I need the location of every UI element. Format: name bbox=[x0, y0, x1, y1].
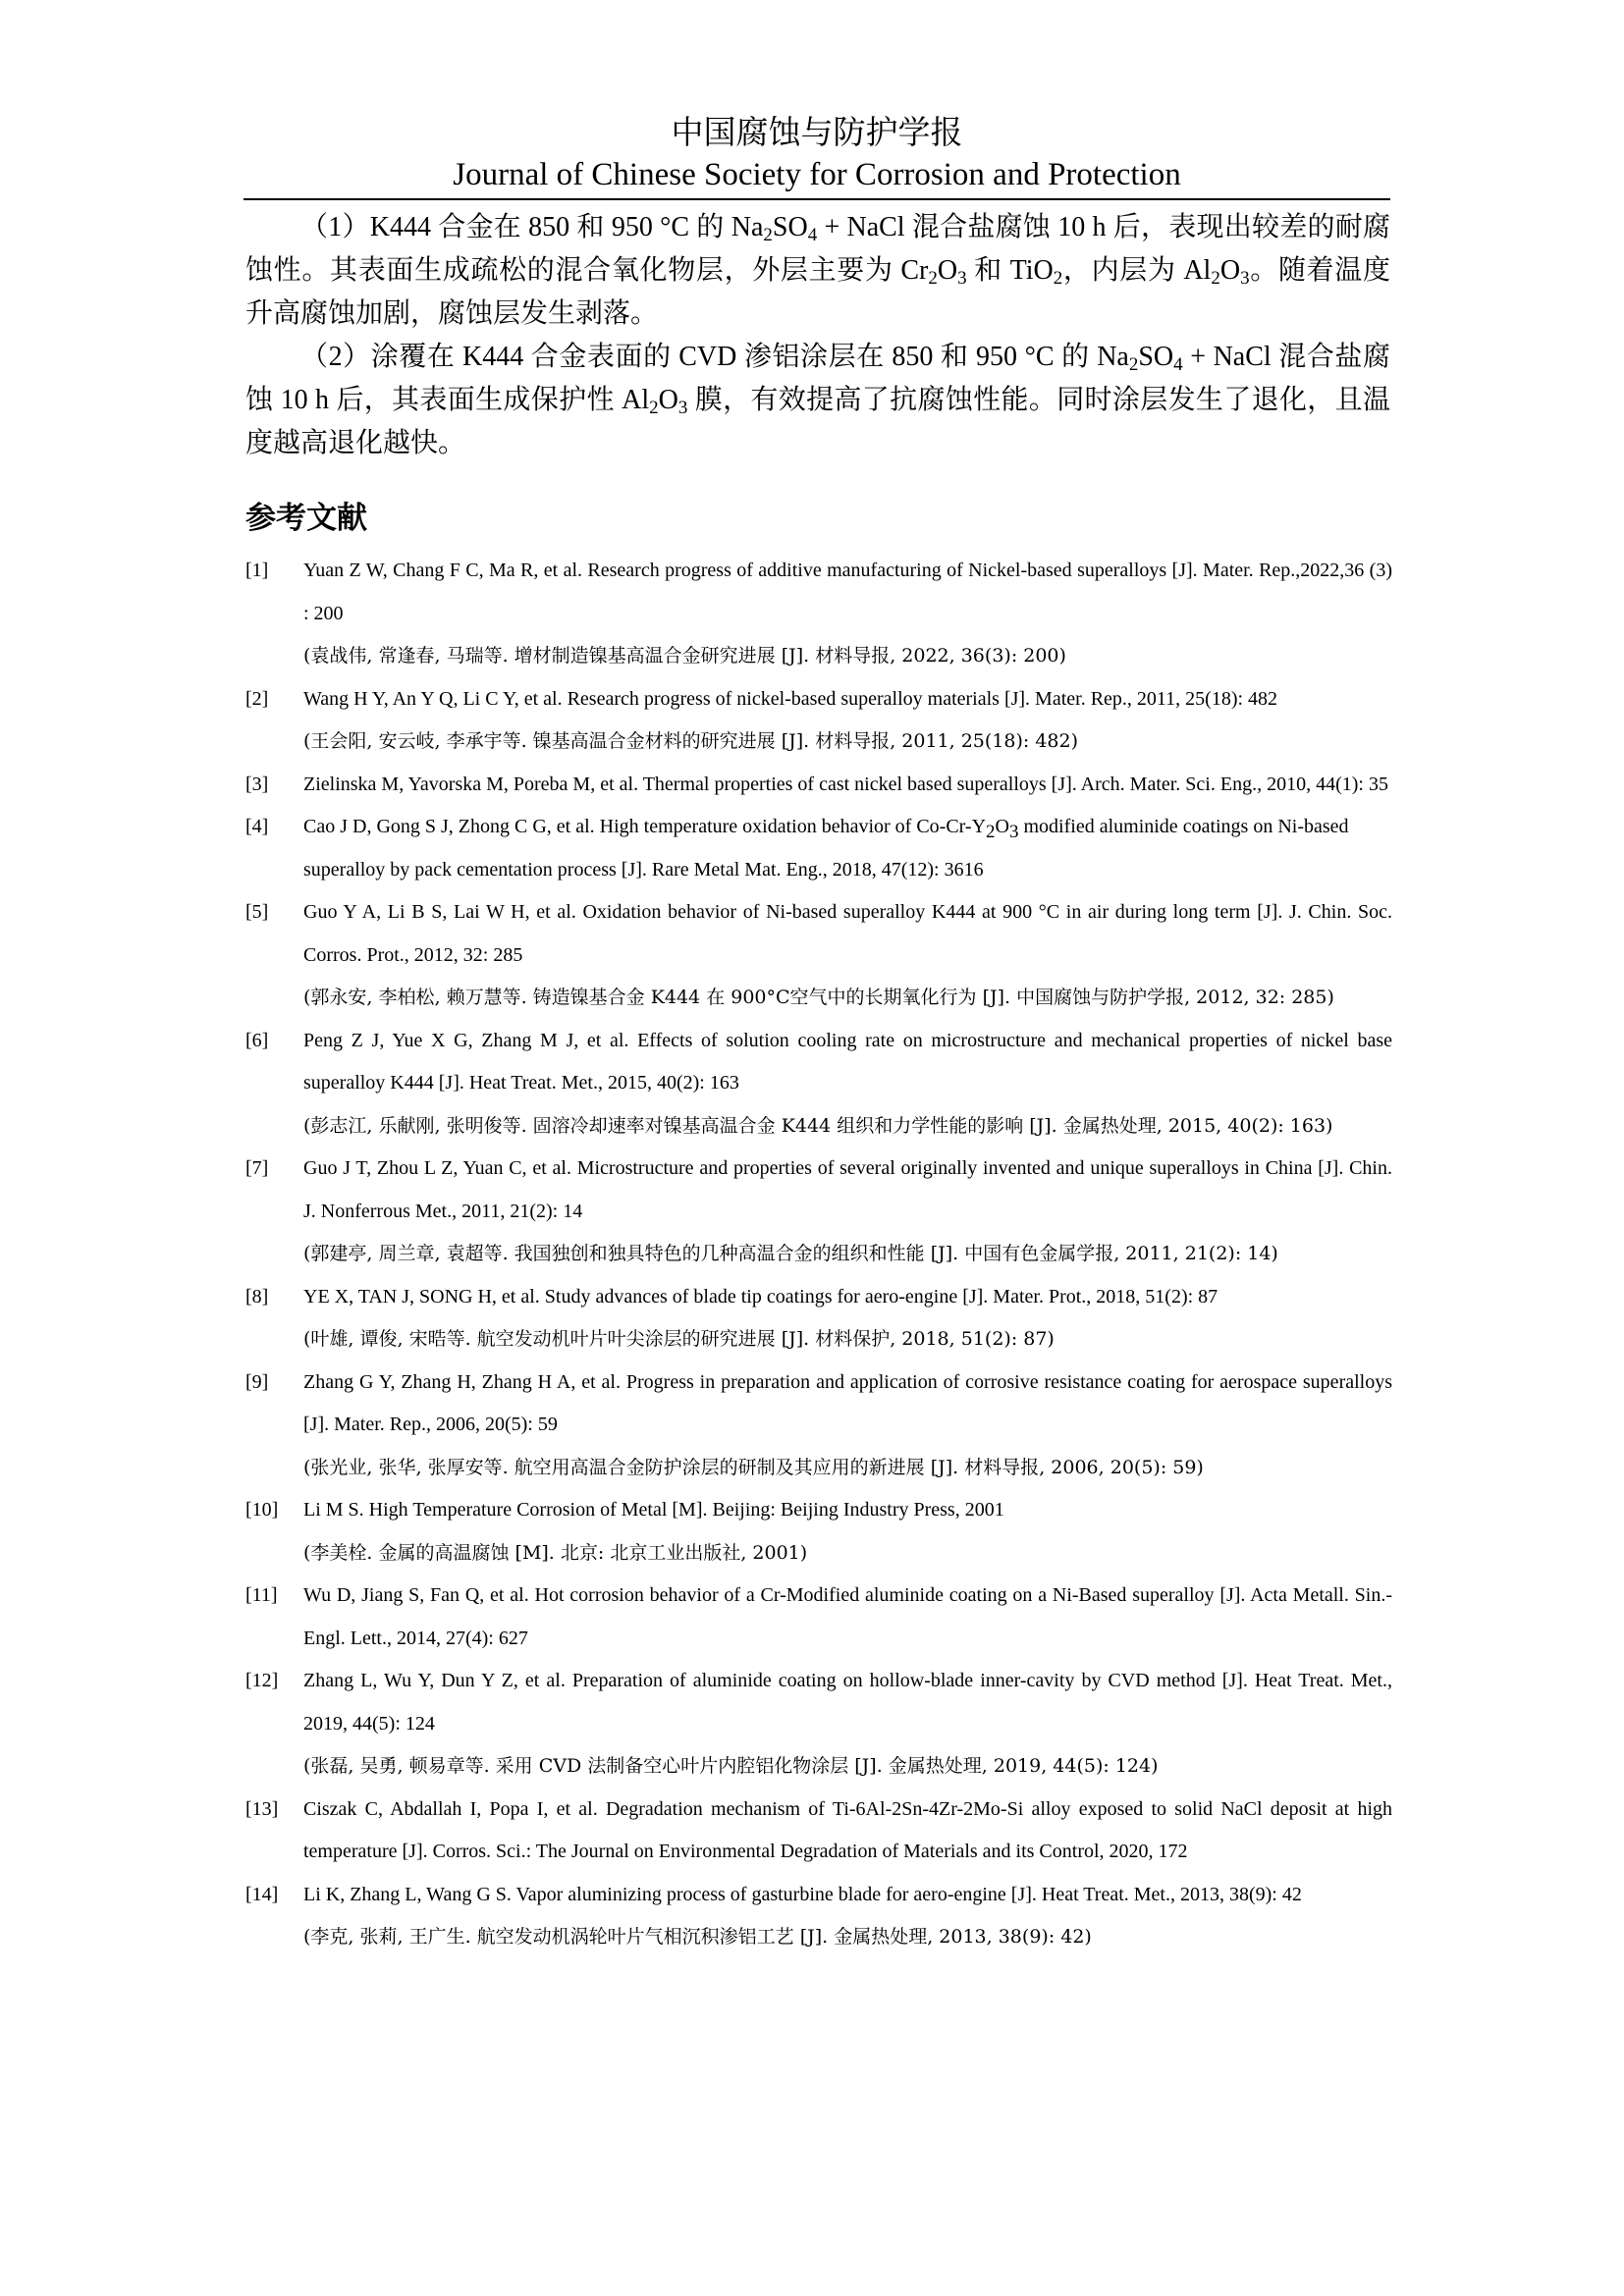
reference-item-3: [3] Zielinska M, Yavorska M, Poreba M, et al. Thermal properties of cast nickel based superalloys [J]. Arch. Mater. Sci. Eng., 2010, 44(1): 35 bbox=[245, 773, 1388, 795]
reference-item-10: [10] Li M S. High Temperature Corrosion of Metal [M]. Beijing: Beijing Industry Press, 2001 (李美栓. 金属的高温腐蚀 [M]. 北京: 北京工业出版社, 2001) bbox=[245, 1499, 1004, 1564]
reference-item-5: [5] Guo Y A, Li B S, Lai W H, et al. Oxidation behavior of Ni-based superalloy K444 at 900 °C in air during long term [J]. J. Chin. Soc. Corros. Prot., 2012, 32: 285 (郭永安, 李柏松, 赖万慧等. 铸造镍基合金 K444 在 900°C空气中的长期氧化行为 [J]. 中国腐蚀与防护学报, 2012, 32: 285) bbox=[245, 901, 1392, 1008]
conclusions-section bbox=[245, 206, 1390, 465]
references-heading: 参考文献 bbox=[245, 501, 367, 536]
conclusion-paragraph-1: （1）K444 合金在 850 和 950 °C 的 $Na_2SO_4$ + NaCl 混合盐腐蚀 10 h 后，表现出较差的耐腐蚀性。其表面生成疏松的混合氧化物层，外层主要为 $Cr_2O_3$ 和 TiO$_2$，内层为 $Al_2O_3$。随着温度升高腐蚀加剧，腐蚀层发生剥落。 bbox=[245, 212, 1390, 329]
reference-item-9: [9] Zhang G Y, Zhang H, Zhang H A, et al. Progress in preparation and application of corrosive resistance coating for aerospace superalloys [J]. Mater. Rep., 2006, 20(5): 59 (张光业, 张华, 张厚安等. 航空用高温合金防护涂层的研制及其应用的新进展 [J]. 材料导报, 2006, 20(5): 59) bbox=[245, 1370, 1392, 1478]
running-header bbox=[244, 110, 1390, 194]
reference-item-11: [11] Wu D, Jiang S, Fan Q, et al. Hot corrosion behavior of a Cr-Modified aluminide coating on a Ni-Based superalloy [J]. Acta Metall. Sin.-Engl. Lett., 2014, 27(4): 627 bbox=[245, 1584, 1392, 1649]
reference-list bbox=[245, 550, 1392, 1959]
reference-item-6: [6] Peng Z J, Yue X G, Zhang M J, et al. Effects of solution cooling rate on microstructure and mechanical properties of nickel base superalloy K444 [J]. Heat Treat. Met., 2015, 40(2): 163 (彭志江, 乐献刚, 张明俊等. 固溶冷却速率对镍基高温合金 K444 组织和力学性能的影响 [J]. 金属热处理, 2015, 40(2): 163) bbox=[245, 1029, 1392, 1137]
reference-item-14: [14] Li K, Zhang L, Wang G S. Vapor aluminizing process of gasturbine blade for aero-engine [J]. Heat Treat. Met., 2013, 38(9): 42 (李克, 张莉, 王广生. 航空发动机涡轮叶片气相沉积渗铝工艺 [J]. 金属热处理, 2013, 38(9): 42) bbox=[245, 1883, 1302, 1948]
reference-item-7: [7] Guo J T, Zhou L Z, Yuan C, et al. Microstructure and properties of several originally invented and unique superalloys in China [J]. Chin. J. Nonferrous Met., 2011, 21(2): 14 (郭建亭, 周兰章, 袁超等. 我国独创和独具特色的几种高温合金的组织和性能 [J]. 中国有色金属学报, 2011, 21(2): 14) bbox=[245, 1157, 1392, 1264]
reference-item-2: [2] Wang H Y, An Y Q, Li C Y, et al. Research progress of nickel-based superalloy materials [J]. Mater. Rep., 2011, 25(18): 482 (王会阳, 安云岐, 李承宇等. 镍基高温合金材料的研究进展 [J]. 材料导报, 2011, 25(18): 482) bbox=[245, 687, 1278, 752]
reference-item-1: [1] Yuan Z W, Chang F C, Ma R, et al. Research progress of additive manufacturing of Nickel-based superalloys [J]. Mater. Rep.,2022,36 (3) : 200 (袁战伟, 常逢春, 马瑞等. 增材制造镍基高温合金研究进展 [J]. 材料导报, 2022, 36(3): 200) bbox=[245, 560, 1392, 667]
conclusion-paragraph-2: （2）涂覆在 K444 合金表面的 CVD 渗铝涂层在 850 和 950 °C 的 $Na_2SO_4$ + NaCl 混合盐腐蚀 10 h 后，其表面生成保护性 $Al_2O_3$ 膜，有效提高了抗腐蚀性能。同时涂层发生了退化，且温度越高退化越快。 bbox=[245, 342, 1390, 458]
journal-title-chinese: 中国腐蚀与防护学报 bbox=[671, 113, 963, 151]
reference-item-8: [8] YE X, TAN J, SONG H, et al. Study advances of blade tip coatings for aero-engine [J]. Mater. Prot., 2018, 51(2): 87 (叶雄, 谭俊, 宋晧等. 航空发动机叶片叶尖涂层的研究进展 [J]. 材料保护, 2018, 51(2): 87) bbox=[245, 1285, 1218, 1350]
journal-title-english: Journal of Chinese Society for Corrosion and Protection bbox=[453, 157, 1181, 192]
reference-item-13: [13] Ciszak C, Abdallah I, Popa I, et al. Degradation mechanism of Ti-6Al-2Sn-4Zr-2Mo-Si alloy exposed to solid NaCl deposit at high temperature [J]. Corros. Sci.: The Journal on Environmental Degradation of Materials and its Control, 2020, 172 bbox=[245, 1797, 1392, 1862]
reference-item-4: [4] Cao J D, Gong S J, Zhong C G, et al. High temperature oxidation behavior of $Co-Cr-Y_2O_3$ modified aluminide coatings on Ni-based superalloy by pack cementation process [J]. Rare Metal Mat. Eng., 2018, 47(12): 3616 bbox=[245, 816, 1349, 881]
header-rule bbox=[244, 198, 1390, 200]
reference-item-12: [12] Zhang L, Wu Y, Dun Y Z, et al. Preparation of aluminide coating on hollow-blade inner-cavity by CVD method [J]. Heat Treat. Met., 2019, 44(5): 124 (张磊, 吴勇, 顿易章等. 采用 CVD 法制备空心叶片内腔铝化物涂层 [J]. 金属热处理, 2019, 44(5): 124) bbox=[245, 1670, 1392, 1777]
